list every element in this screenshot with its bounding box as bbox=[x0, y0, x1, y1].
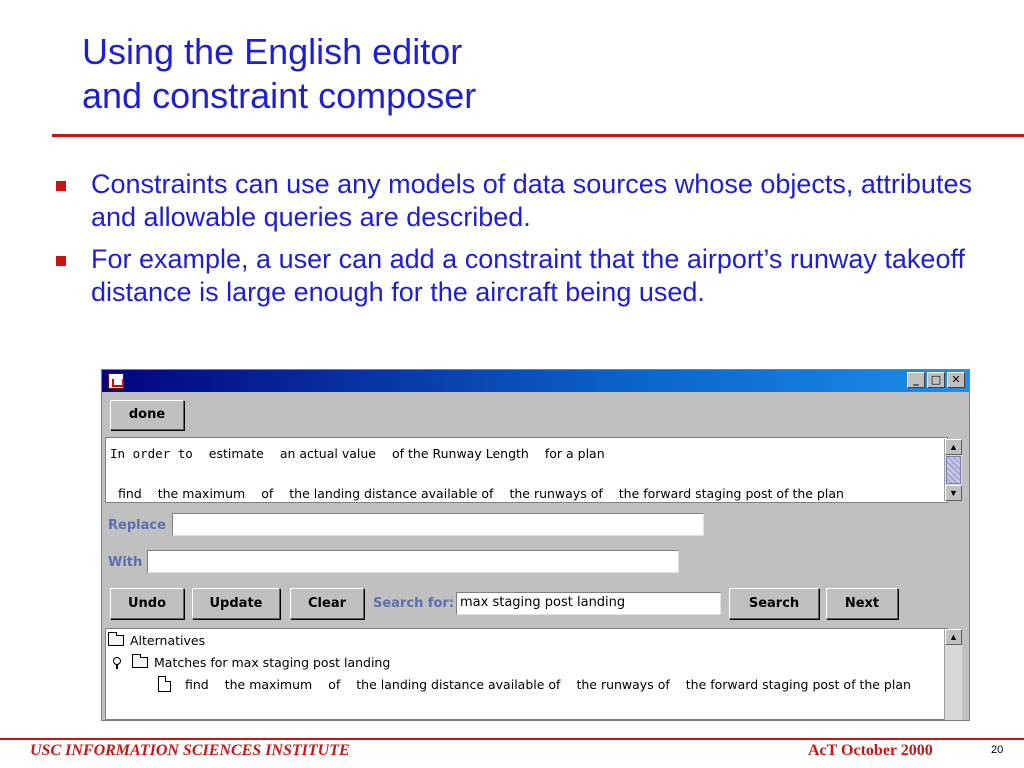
search-for-label: Search for: bbox=[373, 596, 455, 611]
editor-line-1: In order to estimate an actual value of the Runway Length for a plan bbox=[110, 446, 605, 461]
folder-icon bbox=[108, 635, 124, 646]
close-button[interactable]: ✕ bbox=[947, 372, 965, 388]
folder-icon bbox=[132, 657, 148, 668]
search-input[interactable]: max staging post landing bbox=[456, 592, 721, 615]
footer-divider bbox=[0, 738, 1024, 740]
bullet-square-icon bbox=[56, 256, 66, 266]
english-editor-text[interactable] bbox=[105, 437, 948, 503]
footer-event: AcT October 2000 bbox=[808, 742, 933, 759]
tree-scrollbar[interactable] bbox=[944, 629, 962, 720]
slide-title bbox=[82, 30, 476, 118]
scroll-up-icon[interactable]: ▲ bbox=[945, 439, 962, 455]
editor-line-2: find the maximum of the landing distance available of the runways of the forward staging post of the plan bbox=[118, 486, 844, 501]
replace-input[interactable] bbox=[172, 513, 704, 536]
bullet-square-icon bbox=[56, 181, 66, 191]
tree-node-match[interactable]: find the maximum of the landing distance available of the runways of the forward staging post of the plan bbox=[158, 676, 911, 692]
window-controls bbox=[907, 372, 965, 388]
with-input[interactable] bbox=[147, 550, 679, 573]
document-icon bbox=[158, 676, 171, 692]
bullet-text: Constraints can use any models of data sources whose objects, attributes and allowable queries are described. bbox=[91, 169, 972, 232]
tree-node-group[interactable]: Matches for max staging post landing bbox=[112, 655, 390, 670]
expand-handle-icon[interactable] bbox=[112, 657, 122, 669]
scroll-down-icon[interactable]: ▼ bbox=[945, 485, 962, 501]
bullet-text: For example, a user can add a constraint that the airport’s runway takeoff distance is large enough for the aircraft being used. bbox=[91, 244, 965, 307]
clear-button[interactable]: Clear bbox=[290, 588, 364, 619]
replace-label: Replace bbox=[108, 518, 166, 533]
slide-title-line-1: Using the English editor bbox=[82, 31, 463, 72]
editor-scrollbar[interactable] bbox=[944, 439, 962, 501]
bullet-item bbox=[52, 168, 1012, 234]
with-label: With bbox=[108, 555, 143, 570]
slide-title-line-2: and constraint composer bbox=[82, 75, 477, 116]
scroll-up-icon[interactable]: ▲ bbox=[945, 629, 962, 645]
window-titlebar[interactable] bbox=[102, 370, 969, 392]
title-divider bbox=[52, 134, 1024, 137]
footer-institute: USC INFORMATION SCIENCES INSTITUTE bbox=[30, 742, 350, 759]
maximize-button[interactable]: □ bbox=[927, 372, 945, 388]
next-button[interactable]: Next bbox=[826, 588, 898, 619]
minimize-button[interactable]: _ bbox=[907, 372, 925, 388]
update-button[interactable]: Update bbox=[192, 588, 280, 619]
page-number: 20 bbox=[991, 744, 1004, 756]
scroll-thumb[interactable] bbox=[946, 456, 961, 484]
alternatives-tree[interactable] bbox=[105, 628, 948, 720]
undo-button[interactable]: Undo bbox=[110, 588, 184, 619]
bullet-item bbox=[52, 243, 1012, 309]
done-button[interactable]: done bbox=[110, 400, 184, 430]
editor-window bbox=[101, 369, 970, 721]
java-cup-icon bbox=[108, 373, 124, 389]
tree-node-root[interactable]: Alternatives bbox=[108, 633, 205, 648]
search-button[interactable]: Search bbox=[729, 588, 819, 619]
bullet-list bbox=[52, 168, 1012, 318]
